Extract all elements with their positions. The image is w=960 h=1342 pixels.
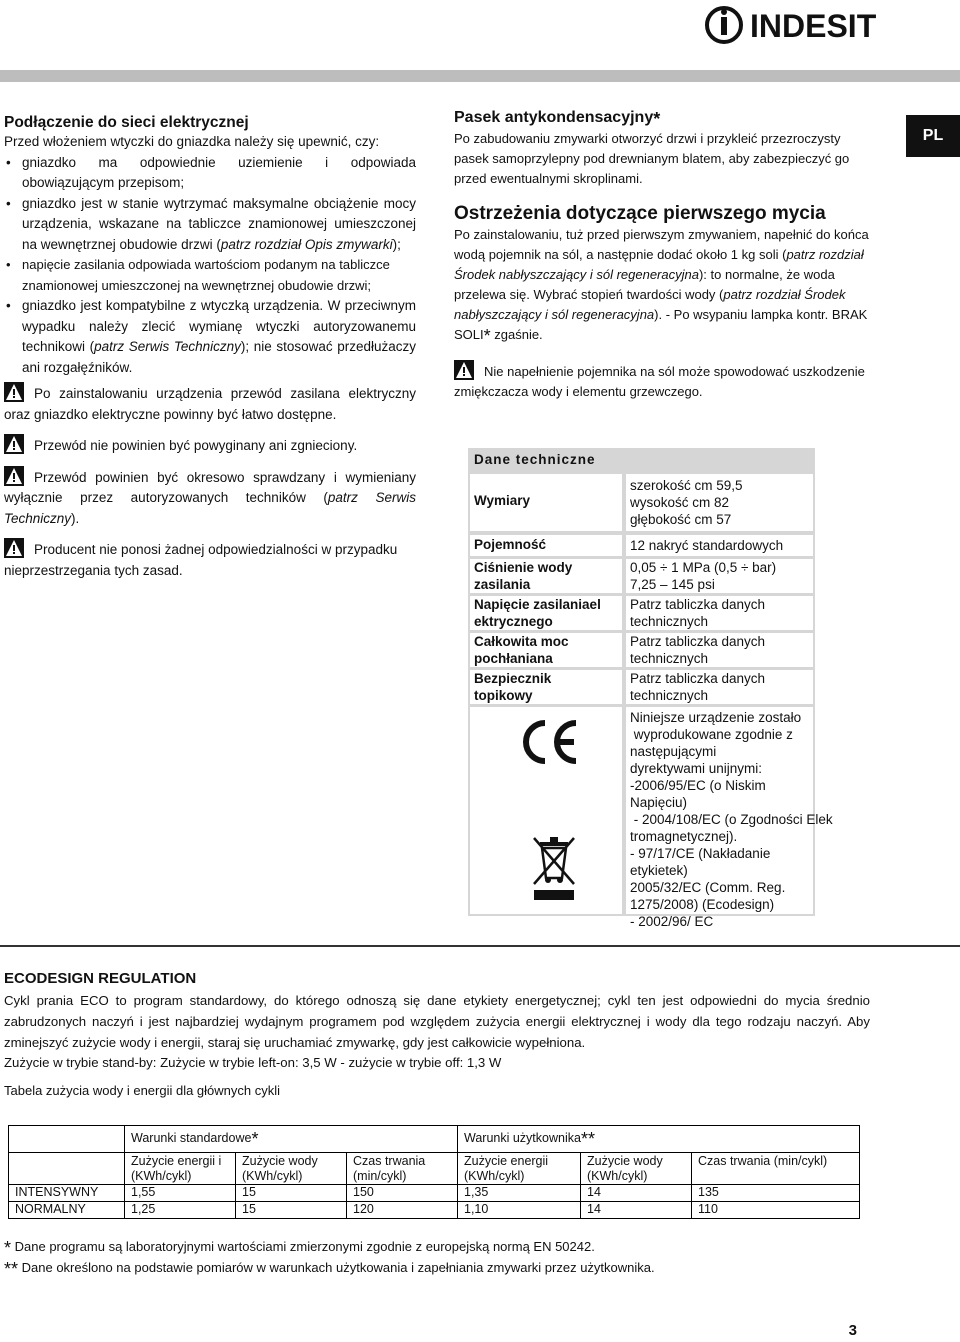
col-header: Zużycie energii i (KWh/cykl) — [125, 1153, 236, 1185]
consumption-table — [8, 1125, 860, 1219]
bullet-load: • gniazdko jest w stanie wytrzymać maksymalne obciążenie mocy urządzenia, wskazane na tabliczce znamionowej umieszczonej na wewnętrznej obudowie drzwi (patrz rozdział Opis zmywarki); — [4, 194, 416, 256]
std-conditions-header: Warunki standardowe* — [125, 1126, 458, 1153]
tech-value-capacity: 12 nakryć standardowych — [626, 535, 813, 556]
warning-cable: Przewód nie powinien być powyginany ani zgnieciony. — [4, 434, 416, 457]
tech-label-dimensions: Wymiary — [470, 474, 622, 531]
warning-icon — [4, 466, 24, 486]
tech-data-header: Dane techniczne — [468, 448, 815, 472]
warning-salt: Nie napełnienie pojemnika na sól może spowodować uszkodzenie zmiękczacza wody i elementu grzewczego. — [454, 360, 870, 402]
ecodesign-title: ECODESIGN REGULATION — [4, 970, 197, 987]
col-header: Czas trwania (min/cykl) — [692, 1153, 860, 1185]
warning-liability: Producent nie ponosi żadnej odpowiedzialności w przypadku nieprzestrzegania tych zasad. — [4, 538, 416, 581]
ecodesign-section — [4, 969, 870, 1102]
warning-accessible: Po zainstalowaniu urządzenia przewód zasilana elektryczny oraz gniazdko elektryczne powinny być łatwo dostępne. — [4, 382, 416, 425]
warning-icon — [4, 434, 24, 454]
strip-text: Po zabudowaniu zmywarki otworzyć drzwi i przykleić przezroczysty pasek samoprzylepny pod drewnianym blatem, aby zabezpieczyć go przed ewentualnymi skroplinami. — [454, 131, 850, 186]
bullet-plug: • gniazdko jest kompatybilne z wtyczką urządzenia. W przeciwnym wypadku należy zlecić wymianę wtyczki autoryzowanemu technikowi (patrz Serwis Techniczny); nie stosować przedłużaczy ani rozgałęźników. — [4, 296, 416, 378]
warning-icon — [4, 382, 24, 402]
table-row: NORMALNY 1,25 15 120 1,10 14 110 — [9, 1202, 860, 1219]
col-header: Zużycie energii (KWh/cykl) — [458, 1153, 581, 1185]
section-title-strip: Pasek antykondensacyjny* — [454, 109, 661, 129]
footnotes — [4, 1237, 904, 1279]
user-conditions-header: Warunki użytkownika** — [458, 1126, 860, 1153]
tech-label-capacity: Pojemność — [470, 535, 622, 556]
tech-label-power: Całkowita moc pochłaniana — [470, 633, 622, 667]
section-title-first-wash: Ostrzeżenia dotyczące pierwszego mycia — [454, 203, 826, 224]
table-row: INTENSYWNY 1,55 15 150 1,35 14 135 — [9, 1185, 860, 1202]
ce-mark-icon — [518, 717, 582, 767]
right-column — [454, 108, 870, 402]
weee-bin-icon — [528, 832, 580, 904]
indesit-logo-icon — [700, 0, 950, 50]
section-divider — [0, 945, 960, 947]
tech-marks-cell — [470, 707, 622, 914]
warning-icon — [4, 538, 24, 558]
cycle-name: NORMALNY — [9, 1202, 125, 1219]
col-header: Zużycie wody (KWh/cykl) — [236, 1153, 347, 1185]
standby-text: Zużycie w trybie stand-by: Zużycie w trybie left-on: 3,5 W - zużycie w trybie off: 1,3 W — [4, 1055, 502, 1070]
bullet-voltage: • napięcie zasilania odpowiada wartościom podanym na tabliczce znamionowej umieszczonej na wewnętrznej obudowie drzwi; — [4, 255, 416, 296]
cycle-name: INTENSYWNY — [9, 1185, 125, 1202]
warning-icon — [454, 360, 474, 380]
page-number: 3 — [848, 1322, 857, 1339]
indesit-logo — [700, 0, 950, 50]
section-title-electrical: Podłączenie do sieci elektrycznej — [4, 114, 249, 131]
language-tab: PL — [906, 115, 960, 157]
col-header: Zużycie wody (KWh/cykl) — [581, 1153, 692, 1185]
tech-value-pressure: 0,05 ÷ 1 MPa (0,5 ÷ bar) 7,25 – 145 psi — [626, 559, 813, 593]
tech-label-voltage: Napięcie zasilaniael ektrycznego — [470, 596, 622, 630]
first-wash-text: Po zainstalowaniu, tuż przed pierwszym zmywaniem, napełnić do końca wodą pojemnik na sól, a następnie dodać około 1 kg soli (patrz rozdział Środek nabłyszczający i sól regeneracyjna): to normalne, że woda przelewa się. Wybrać stopień twardości wody (patrz rozdział Środek nabłyszczający i sól regeneracyjna). - Po wsypaniu lampka kontr. BRAK SOLI* zgaśnie. — [454, 227, 869, 346]
tech-value-voltage: Patrz tabliczka danych technicznych — [626, 596, 813, 630]
footnote-1: * Dane programu są laboratoryjnymi wartościami zmierzonymi zgodnie z europejską normą EN 50242. — [4, 1238, 595, 1258]
electrical-intro: Przed włożeniem wtyczki do gniazdka należy się upewnić, czy: — [4, 134, 380, 149]
tech-value-fuse: Patrz tabliczka danych technicznych — [626, 670, 813, 704]
table-row — [9, 1126, 860, 1153]
warning-inspection: Przewód powinien być okresowo sprawdzany i wymieniany wyłącznie przez autoryzowanych techników (patrz Serwis Techniczny). — [4, 466, 416, 530]
table-title: Tabela zużycia wody i energii dla głównych cykli — [4, 1083, 281, 1098]
header-rule — [0, 70, 960, 82]
tech-label-pressure: Ciśnienie wody zasilania — [470, 559, 622, 593]
table-row — [9, 1153, 860, 1185]
tech-compliance-text: Niniejsze urządzenie zostało wyprodukowane zgodnie z następującymi dyrektywami unijnymi: -2006/95/EC (o Niskim Napięciu) - 2004/108/EC (o Zgodności Elek tromagnetycznej). - 97/17/CE (Nakładanie etykietek) 2005/32/EC (Comm. Reg. 1275/2008) (Ecodesign) - 2002/96/ EC — [626, 707, 813, 914]
brand-name: INDESIT — [750, 8, 877, 44]
footnote-2: ** Dane określono na podstawie pomiarów w warunkach użytkowania i zapełniania zmywarki przez użytkownika. — [4, 1259, 655, 1279]
bullet-grounding: • gniazdko ma odpowiednie uziemienie i odpowiada obowiązującym przepisom; — [4, 153, 416, 194]
col-header: Czas trwania (min/cykl) — [347, 1153, 458, 1185]
tech-value-dimensions: szerokość cm 59,5 wysokość cm 82 głębokość cm 57 — [626, 474, 813, 531]
tech-label-fuse: Bezpiecznik topikowy — [470, 670, 622, 704]
left-column — [4, 113, 416, 581]
ecodesign-text: Cykl prania ECO to program standardowy, do którego odnoszą się dane etykiety energetycznej; cykl ten jest odpowiedni do mycia średnio zabrudzonych naczyń i jest najbardziej wydajnym programem pod względem zużycia energii elektrycznej i wody dla tego rodzaju naczyń. Aby zminejszyć zużycie wody i energii, staraj się uruchamiać zmywarkę, gdy jest całkowicie wypełniona. — [4, 993, 870, 1050]
tech-value-power: Patrz tabliczka danych technicznych — [626, 633, 813, 667]
